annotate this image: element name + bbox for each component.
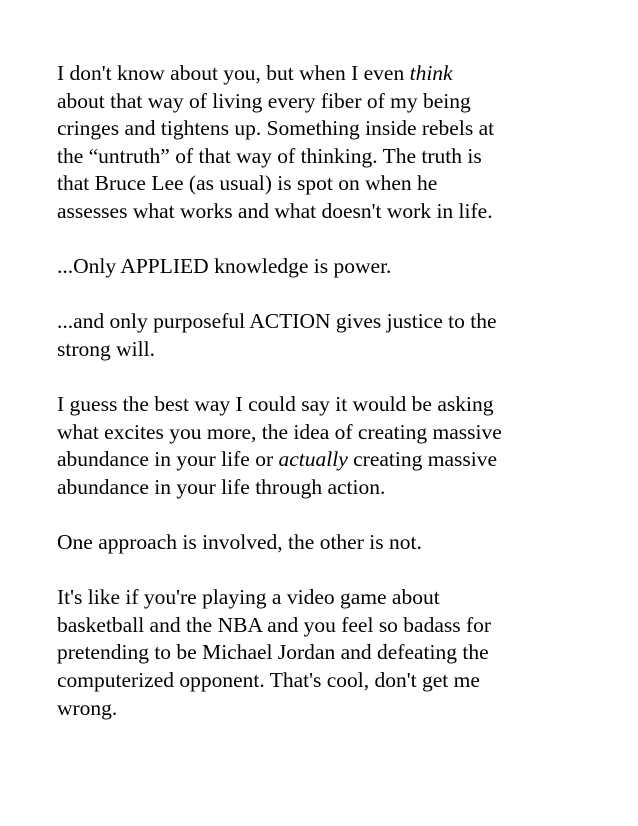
text-line: One approach is involved, the other is not. (57, 530, 422, 555)
text-line: ...Only APPLIED knowledge is power. (57, 254, 392, 279)
emphasis-actually: actually (278, 447, 348, 472)
emphasis-think: think (409, 61, 453, 85)
text-line: about that way of living every fiber of my being (57, 88, 471, 113)
text-line: wrong. (57, 695, 118, 720)
paragraph-3 (57, 308, 597, 363)
text-line: the “untruth” of that way of thinking. The truth is (57, 143, 482, 168)
text-line: I guess the best way I could say it would be asking (57, 392, 494, 417)
text-line: strong will. (57, 336, 155, 361)
paragraph-6 (57, 584, 597, 722)
text-line: I don't know about you, but when I even think (57, 61, 453, 85)
document-body (57, 60, 597, 722)
text-line: abundance in your life through action. (57, 474, 386, 499)
text-line: pretending to be Michael Jordan and defeating the (57, 640, 489, 665)
paragraph-5 (57, 529, 597, 557)
text-line: ...and only purposeful ACTION gives justice to the (57, 309, 497, 334)
paragraph-2 (57, 253, 597, 281)
paragraph-4 (57, 391, 597, 501)
text-line: that Bruce Lee (as usual) is spot on when he (57, 171, 438, 196)
text-line: computerized opponent. That's cool, don't get me (57, 668, 480, 693)
text-line: It's like if you're playing a video game about (57, 585, 440, 610)
text-line: abundance in your life or actually creating massive (57, 447, 498, 472)
text-line: assesses what works and what doesn't work in life. (57, 198, 493, 223)
paragraph-1 (57, 60, 597, 226)
text-line: basketball and the NBA and you feel so badass for (57, 612, 492, 637)
text-line: what excites you more, the idea of creating massive (57, 419, 502, 444)
text-line: cringes and tightens up. Something inside rebels at (57, 116, 495, 141)
